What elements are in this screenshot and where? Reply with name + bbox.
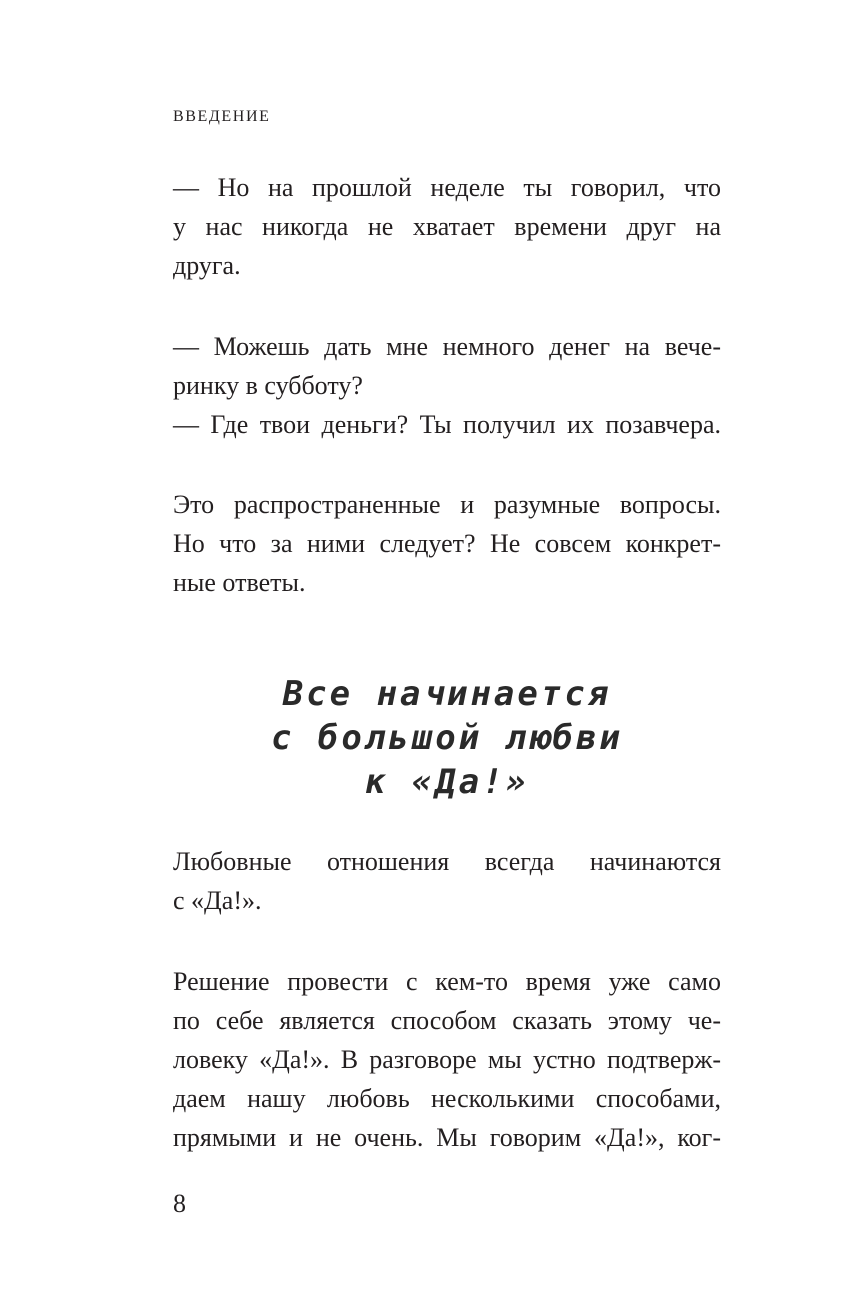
- dialogue-paragraph-2: [173, 327, 721, 444]
- text-line: ные ответы.: [173, 568, 306, 597]
- text-line: — Но на прошлой неделе ты говорил, что: [173, 173, 721, 202]
- text-line: у нас никогда не хватает времени друг на: [173, 212, 721, 241]
- page-number: 8: [173, 1189, 186, 1218]
- text-line: Это распространенные и разумные вопросы.: [173, 490, 721, 519]
- text-line: с «Да!».: [173, 886, 262, 915]
- body-paragraph-decision: [173, 962, 721, 1157]
- text-line: Решение провести с кем-то время уже само: [173, 967, 721, 996]
- text-line: даем нашу любовь несколькими способами,: [173, 1084, 721, 1113]
- text-line: Но что за ними следует? Не совсем конкрет-: [173, 529, 721, 558]
- body-paragraph-questions: [173, 485, 721, 602]
- text-line: прямыми и не очень. Мы говорим «Да!», ког-: [173, 1123, 721, 1152]
- text-line: по себе является способом сказать этому че-: [173, 1006, 721, 1035]
- section-heading-line: Все начинается: [282, 674, 612, 714]
- text-line: ринку в субботу?: [173, 371, 363, 400]
- body-paragraph-love: [173, 842, 721, 920]
- text-line: — Где твои деньги? Ты получил их позавчера.: [173, 410, 721, 439]
- text-line: ловеку «Да!». В разговоре мы устно подтверж-: [173, 1045, 721, 1074]
- text-line: — Можешь дать мне немного денег на вече-: [173, 332, 721, 361]
- section-heading-line: с большой любви: [270, 718, 624, 758]
- text-line: друга.: [173, 251, 241, 280]
- running-head: ВВЕДЕНИЕ: [173, 108, 271, 125]
- section-heading-line: к «Да!»: [364, 762, 530, 802]
- text-line: Любовные отношения всегда начинаются: [173, 847, 721, 876]
- section-heading: [173, 672, 721, 804]
- dialogue-paragraph-1: [173, 168, 721, 285]
